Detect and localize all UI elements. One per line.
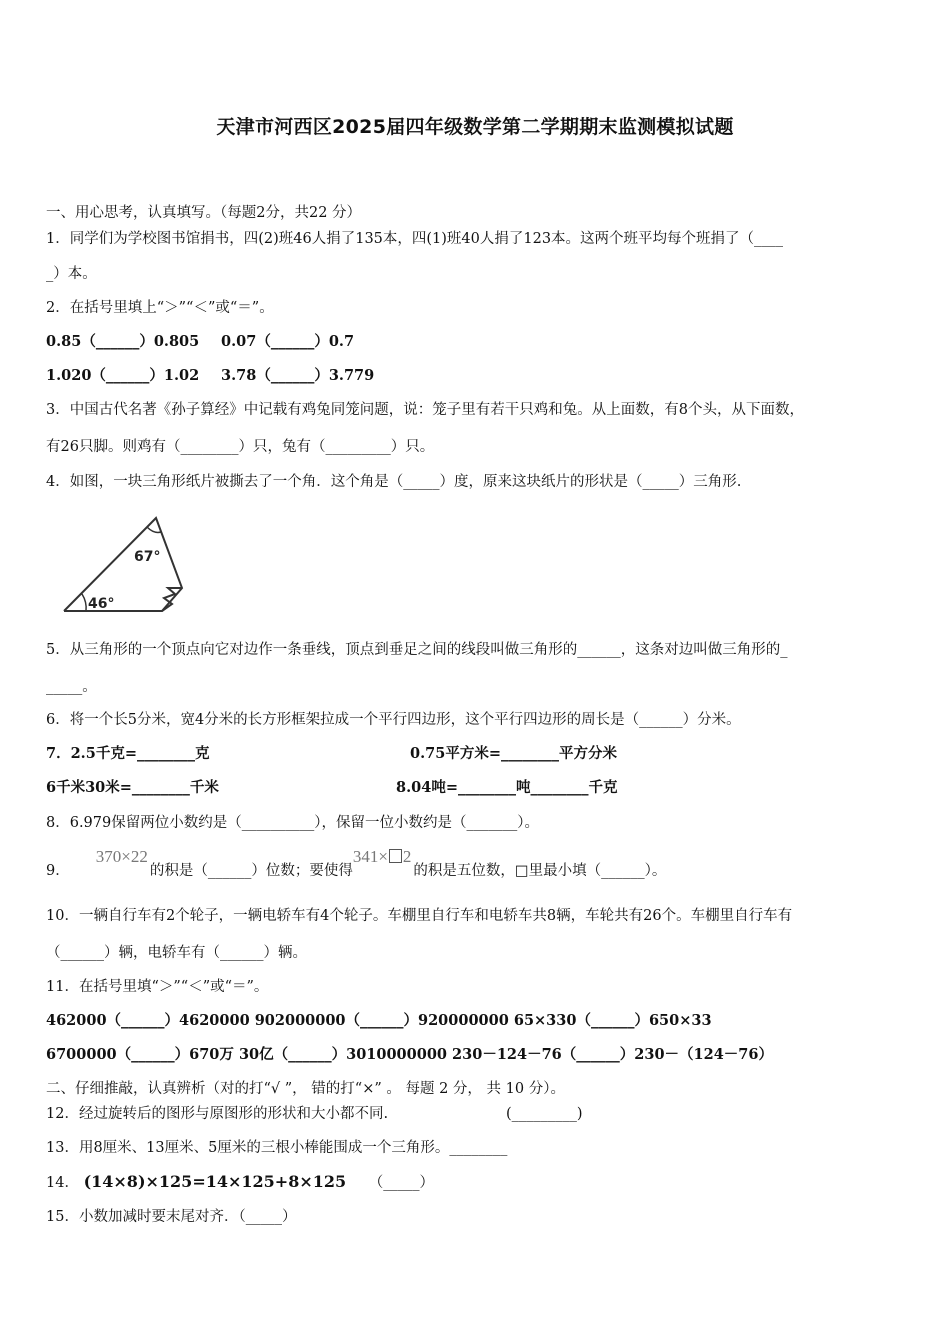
q10-line1: 10．一辆自行车有2个轮子，一辆电轿车有4个轮子。车棚里自行车和电轿车共8辆，车轮共有26个。车棚里自行车有 xyxy=(46,908,793,924)
q9 xyxy=(46,847,667,881)
q11-row1: 462000（______）4620000 902000000（______）920000000 65×330（______）650×33 xyxy=(46,1012,712,1029)
q11-row2: 6700000（______）670万 30亿（______）3010000000 230－124－76（______）230－（124－76） xyxy=(46,1046,773,1063)
q5-line2: _____。 xyxy=(46,679,97,695)
q9-suffix: 的积是五位数，□里最小填（______）。 xyxy=(413,863,667,879)
section-2-header: 二、仔细推敲，认真辨析（对的打“√ ”， 错的打“×” 。 每题 2 分， 共 10 分）。 xyxy=(46,1081,565,1097)
q2-row2-a: 1.020（______）1.02 xyxy=(46,367,200,384)
q4-text: 4．如图，一块三角形纸片被撕去了一个角．这个角是（_____）度，原来这块纸片的形状是（_____）三角形. xyxy=(46,474,742,490)
blank-square-icon xyxy=(389,849,402,863)
q10-line2: （______）辆，电轿车有（______）辆。 xyxy=(46,945,307,961)
q7-d: 8.04吨=________吨________千克 xyxy=(396,779,618,796)
torn-triangle-figure xyxy=(58,514,188,614)
q9-prefix: 9． xyxy=(46,863,70,879)
q9-expr2 xyxy=(353,847,412,866)
q11-text: 11．在括号里填“＞”“＜”或“＝”。 xyxy=(46,979,269,995)
q7-b: 0.75平方米=________平方分米 xyxy=(410,745,617,762)
q2-row1-a: 0.85（______）0.805 xyxy=(46,333,200,350)
q12-text: 12．经过旋转后的图形与原图形的形状和大小都不同. xyxy=(46,1106,389,1122)
q6-text: 6．将一个长5分米，宽4分米的长方形框架拉成一个平行四边形，这个平行四边形的周长是（______）分米。 xyxy=(46,712,741,728)
section-1-header: 一、用心思考，认真填写。（每题2分，共22 分） xyxy=(46,205,362,221)
q3-line1: 3．中国古代名著《孙子算经》中记载有鸡兔同笼问题，说：笼子里有若干只鸡和兔。从上面数，有8个头，从下面数， xyxy=(46,402,804,418)
q1-line2: _）本。 xyxy=(46,266,97,282)
q9-expr2-b: 2 xyxy=(402,847,412,866)
q2-text: 2．在括号里填上“＞”“＜”或“＝”。 xyxy=(46,300,274,316)
q15-text: 15．小数加减时要末尾对齐．（_____） xyxy=(46,1209,297,1225)
q2-row1-b: 0.07（______）0.7 xyxy=(221,333,355,350)
q2-row2-b: 3.78（______）3.779 xyxy=(221,367,375,384)
q7-a: 7．2.5千克=________克 xyxy=(46,745,210,762)
q13-text: 13．用8厘米、13厘米、5厘米的三根小棒能围成一个三角形。________ xyxy=(46,1140,508,1156)
q9-expr2-a: 341× xyxy=(352,847,388,866)
q14 xyxy=(46,1172,434,1193)
q3-line2: 有26只脚。则鸡有（________）只，兔有（_________）只。 xyxy=(46,439,435,455)
q12-blank: (_________) xyxy=(506,1106,583,1122)
q14-expr: (14×8)×125=14×125+8×125 xyxy=(83,1172,347,1191)
q8-text: 8．6.979保留两位小数约是（__________），保留一位小数约是（_______）。 xyxy=(46,815,539,831)
q1-line1: 1．同学们为学校图书馆捐书，四(2)班46人捐了135本，四(1)班40人捐了123本。这两个班平均每个班捐了（____ xyxy=(46,231,784,247)
page-title: 天津市河西区2025届四年级数学第二学期期末监测模拟试题 xyxy=(216,116,734,138)
angle-label-top: 67° xyxy=(134,549,161,565)
q14-blank: （_____） xyxy=(368,1175,434,1191)
q9-mid: 的积是（______）位数；要使得 xyxy=(149,863,353,879)
q14-prefix: 14． xyxy=(46,1175,79,1191)
q9-expr1: 370×22 xyxy=(95,847,148,866)
angle-label-left: 46° xyxy=(88,596,115,612)
left-angle-arc xyxy=(82,594,86,611)
q5-line1: 5．从三角形的一个顶点向它对边作一条垂线，顶点到垂足之间的线段叫做三角形的______，这条对边叫做三角形的_ xyxy=(46,642,788,658)
q7-c: 6千米30米=________千米 xyxy=(46,779,219,796)
